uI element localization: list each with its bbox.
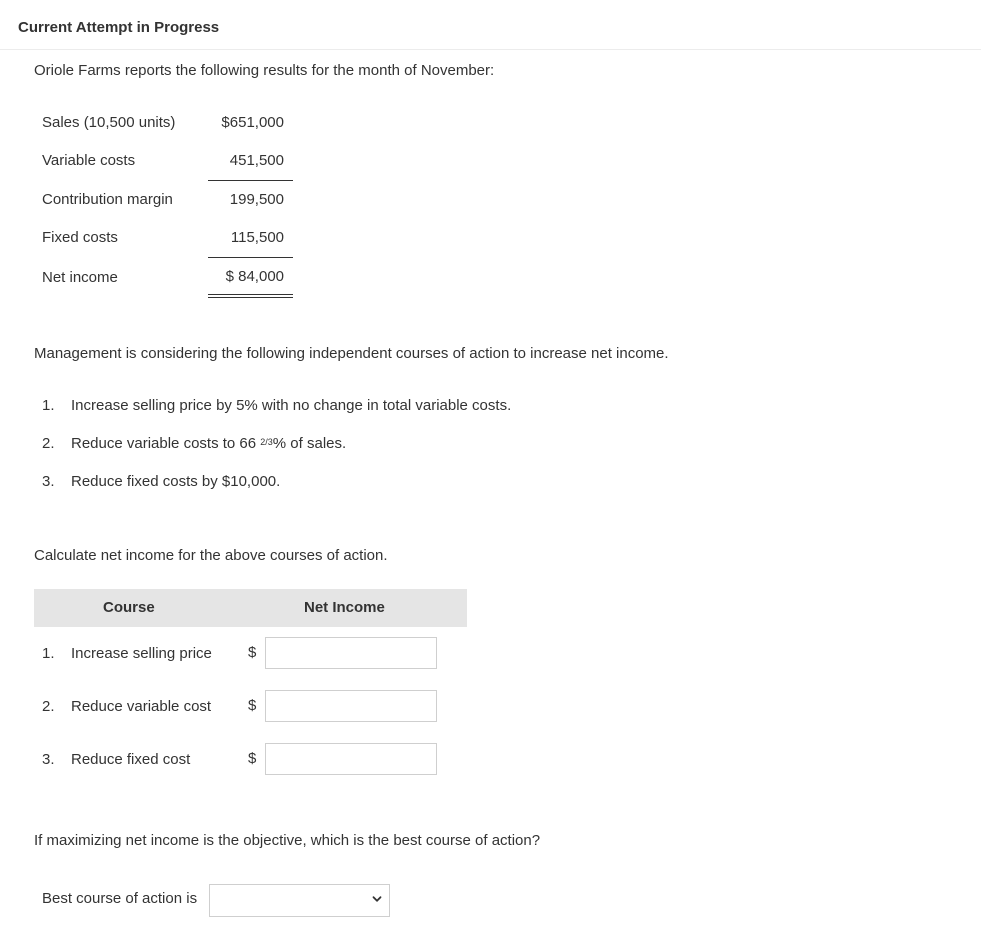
fin-label-contribution-margin: Contribution margin — [42, 191, 173, 208]
intro-text: Oriole Farms reports the following results for the month of November: — [34, 62, 495, 79]
row-number: 1. — [42, 645, 55, 662]
option-text: Increase selling price by 5% with no change in total variable costs. — [71, 397, 512, 414]
column-header-net-income: Net Income — [304, 599, 385, 616]
fin-value-net-income: $ 84,000 — [225, 268, 284, 285]
table-header — [34, 589, 467, 627]
fin-value-fixed-costs: 115,500 — [230, 229, 284, 246]
question-text: If maximizing net income is the objective, which is the best course of action? — [34, 832, 541, 849]
row-label: Reduce variable cost — [71, 698, 212, 715]
net-income-input-2[interactable] — [265, 690, 437, 722]
option-text-before: Reduce variable costs to 66 — [71, 435, 261, 452]
column-header-course: Course — [103, 599, 155, 616]
chevron-down-icon — [372, 894, 382, 904]
fin-label-variable-costs: Variable costs — [42, 152, 136, 169]
fin-value-contribution-margin: 199,500 — [229, 191, 284, 208]
best-course-label: Best course of action is — [42, 890, 198, 907]
fin-value-sales: $651,000 — [221, 114, 284, 131]
currency-symbol: $ — [248, 750, 257, 767]
management-text: Management is considering the following independent courses of action to increase net income. — [34, 345, 669, 362]
option-number: 2. — [42, 435, 55, 452]
subtotal-rule — [208, 180, 293, 181]
net-income-input-3[interactable] — [265, 743, 437, 775]
header-divider — [0, 49, 981, 50]
option-text-after: % of sales. — [272, 435, 347, 452]
option-number: 1. — [42, 397, 55, 414]
option-text — [71, 435, 346, 452]
fraction: 2/3 — [260, 437, 273, 447]
fin-label-net-income: Net income — [42, 269, 118, 286]
row-label: Reduce fixed cost — [71, 751, 191, 768]
best-course-select[interactable] — [209, 884, 390, 917]
net-income-input-1[interactable] — [265, 637, 437, 669]
fin-label-sales: Sales (10,500 units) — [42, 114, 176, 131]
option-number: 3. — [42, 473, 55, 490]
fin-label-fixed-costs: Fixed costs — [42, 229, 118, 246]
subtotal-rule — [208, 257, 293, 258]
row-number: 3. — [42, 751, 55, 768]
option-text: Reduce fixed costs by $10,000. — [71, 473, 281, 490]
fin-value-variable-costs: 451,500 — [229, 152, 284, 169]
currency-symbol: $ — [248, 644, 257, 661]
row-number: 2. — [42, 698, 55, 715]
double-underline-top — [208, 294, 293, 295]
row-label: Increase selling price — [71, 645, 212, 662]
double-underline-bottom — [208, 297, 293, 298]
calc-prompt: Calculate net income for the above courses of action. — [34, 547, 388, 564]
currency-symbol: $ — [248, 697, 257, 714]
page-title: Current Attempt in Progress — [18, 19, 220, 36]
